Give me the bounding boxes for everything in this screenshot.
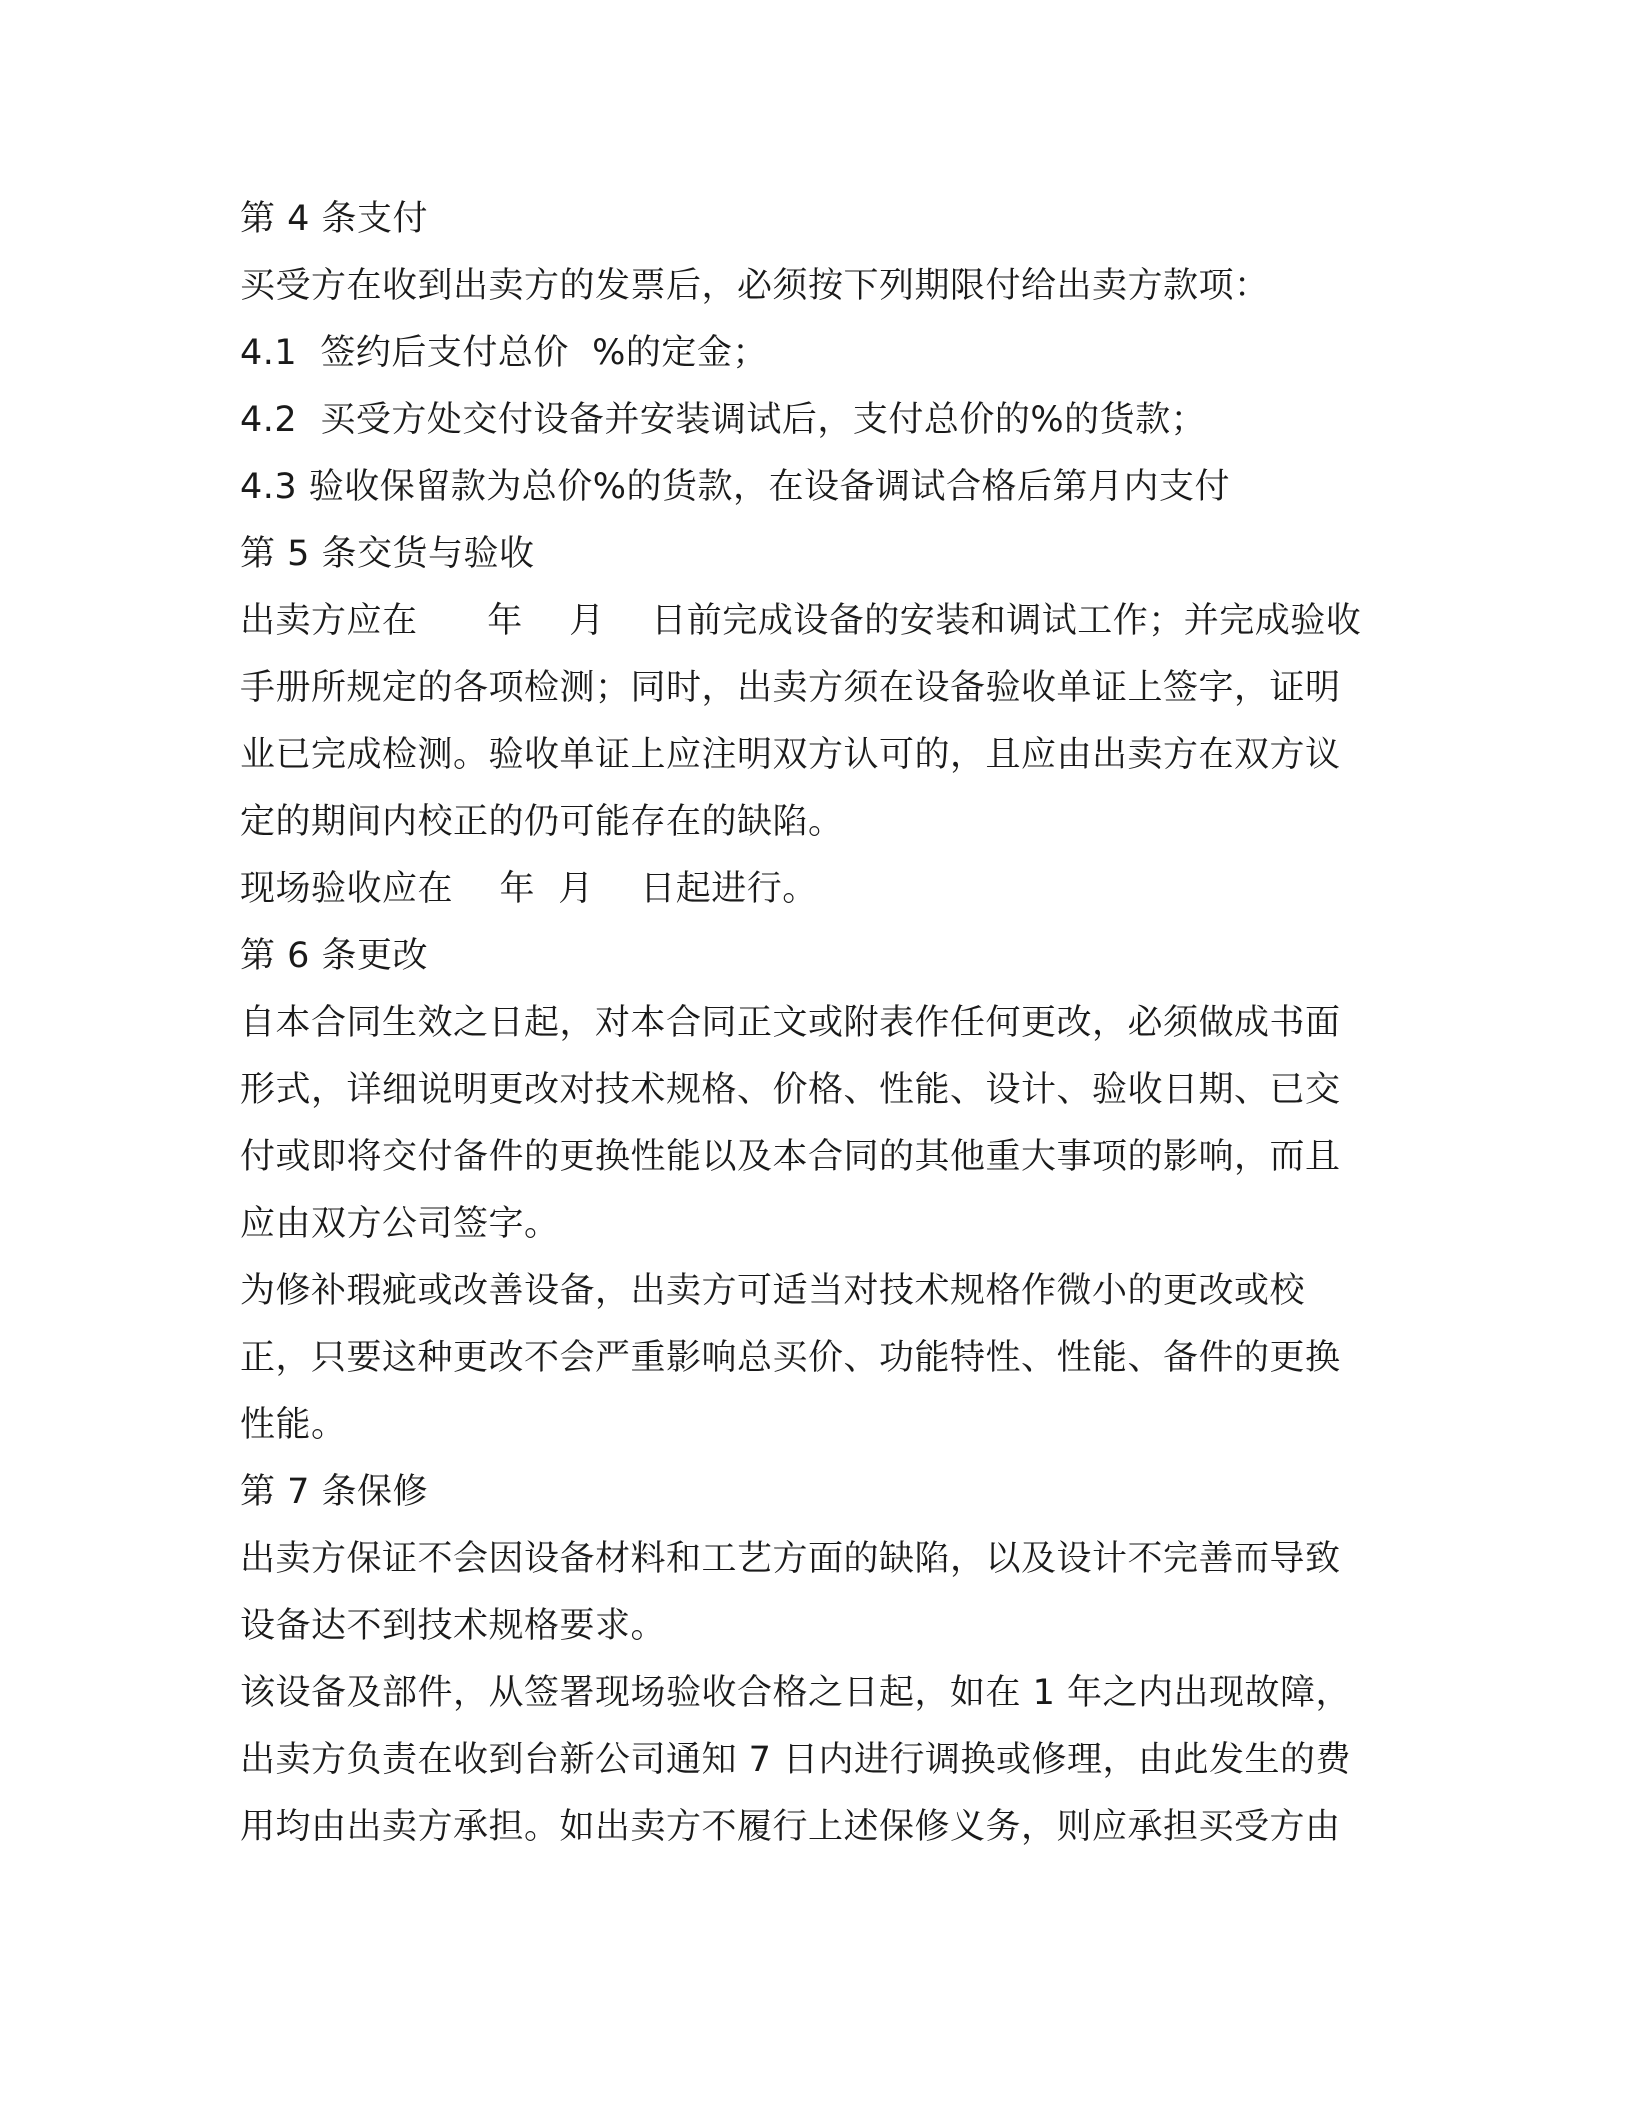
clause-4-2: 4.2 买受方处交付设备并安装调试后，支付总价的%的货款； (240, 400, 1207, 440)
paragraph-line: 应由双方公司签字。 (240, 1204, 560, 1244)
section-heading-6: 第 6 条更改 (240, 936, 429, 976)
paragraph-line: 正，只要这种更改不会严重影响总买价、功能特性、性能、备件的更换 (240, 1338, 1341, 1378)
paragraph-line: 买受方在收到出卖方的发票后，必须按下列期限付给出卖方款项： (240, 266, 1270, 306)
paragraph-line: 业已完成检测。验收单证上应注明双方认可的，且应由出卖方在双方议 (240, 735, 1341, 775)
document-body (240, 186, 1400, 1861)
paragraph-line: 该设备及部件，从签署现场验收合格之日起，如在 1 年之内出现故障， (240, 1673, 1352, 1713)
paragraph-line: 出卖方保证不会因设备材料和工艺方面的缺陷，以及设计不完善而导致 (240, 1539, 1341, 1579)
paragraph-line: 用均由出卖方承担。如出卖方不履行上述保修义务，则应承担买受方由 (240, 1807, 1341, 1847)
paragraph-line: 为修补瑕疵或改善设备，出卖方可适当对技术规格作微小的更改或校 (240, 1271, 1306, 1311)
section-heading-7: 第 7 条保修 (240, 1472, 429, 1512)
paragraph-line: 形式，详细说明更改对技术规格、价格、性能、设计、验收日期、已交 (240, 1070, 1341, 1110)
paragraph-line: 定的期间内校正的仍可能存在的缺陷。 (240, 802, 844, 842)
clause-4-1: 4.1 签约后支付总价 %的定金； (240, 333, 768, 373)
paragraph-line: 自本合同生效之日起，对本合同正文或附表作任何更改，必须做成书面 (240, 1003, 1341, 1043)
section-heading-4: 第 4 条支付 (240, 199, 429, 239)
paragraph-line: 出卖方应在 年 月 日前完成设备的安装和调试工作；并完成验收 (240, 601, 1362, 641)
paragraph-line: 设备达不到技术规格要求。 (240, 1606, 667, 1646)
section-heading-5: 第 5 条交货与验收 (240, 534, 535, 574)
paragraph-line: 付或即将交付备件的更换性能以及本合同的其他重大事项的影响，而且 (240, 1137, 1341, 1177)
paragraph-line: 性能。 (240, 1405, 347, 1445)
paragraph-line: 现场验收应在 年 月 日起进行。 (240, 869, 818, 909)
clause-4-3: 4.3 验收保留款为总价%的货款，在设备调试合格后第月内支付 (240, 467, 1231, 507)
paragraph-line: 出卖方负责在收到台新公司通知 7 日内进行调换或修理，由此发生的费 (240, 1740, 1352, 1780)
paragraph-line: 手册所规定的各项检测；同时，出卖方须在设备验收单证上签字，证明 (240, 668, 1341, 708)
